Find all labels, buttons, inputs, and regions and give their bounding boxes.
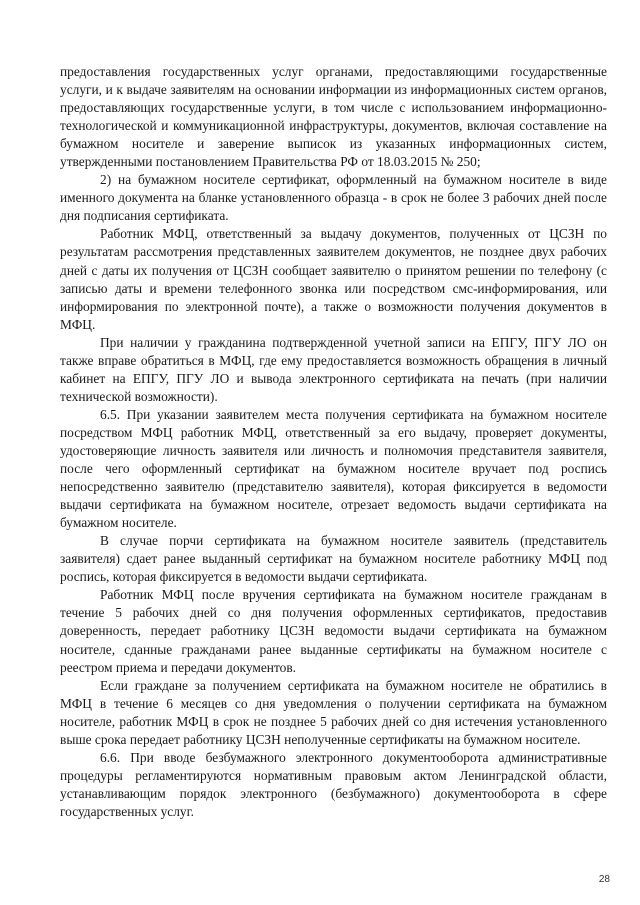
paragraph-mfc-notification: Работник МФЦ, ответственный за выдачу документов, полученных от ЦСЗН по результатам рассмотрения представленных заявителем документов, не позднее двух рабочих дней с даты их получения от ЦСЗН сообщает заявителю о принятом решении по телефону (с записью даты и времени телефонного звонка или посредством смс-информирования, или информирования по электронной почте), а также о возможности получения документов в МФЦ. <box>60 226 607 332</box>
paragraph-section-6-5: 6.5. При указании заявителем места получения сертификата на бумажном носителе посредством МФЦ работник МФЦ, ответственный за его выдачу, проверяет документы, удостоверяющие личность заявителя или личность и полномочия представителя заявителя, после чего оформленный сертификат на бумажном носителе вручает под роспись непосредственно заявителю (представителю заявителя), которая фиксируется в ведомости выдачи сертификата на бумажном носителе, отрезает ведомость выдачи сертификата на бумажном носителе. <box>60 406 607 531</box>
paragraph-section-6-6: 6.6. При вводе безбумажного электронного документооборота административные процедуры регламентируются нормативным правовым актом Ленинградской области, устанавливающим порядок электронного (безбумажного) документооборота в сфере государственных услуг. <box>60 749 607 819</box>
paragraph-paper-certificate: 2) на бумажном носителе сертификат, оформленный на бумажном носителе в виде именного документа на бланке установленного образца - в срок не более 3 рабочих дней после дня подписания сертификата. <box>60 172 607 224</box>
paragraph-epgu-account: При наличии у гражданина подтвержденной учетной записи на ЕПГУ, ПГУ ЛО он также вправе обратиться в МФЦ, где ему предоставляется возможность обращения в личный кабинет на ЕПГУ, ПГУ ЛО и вывода электронного сертификата на печать (при наличии технической возможности). <box>60 334 607 404</box>
page-number: 28 <box>598 874 610 885</box>
paragraph-unclaimed-certificates: Если граждане за получением сертификата на бумажном носителе не обратились в МФЦ в течение 6 месяцев со дня уведомления о получении сертификата на бумажном носителе, работник МФЦ в срок не позднее 5 рабочих дней со дня истечения установленного выше срока передает работнику ЦСЗН неполученные сертификаты на бумажном носителе. <box>60 677 607 747</box>
paragraph-damaged-certificate: В случае порчи сертификата на бумажном носителе заявитель (представитель заявителя) сдает ранее выданный сертификат на бумажном носителе работнику МФЦ под роспись, которая фиксируется в ведомости выдачи сертификата. <box>60 533 607 585</box>
paragraph-transfer-to-cszn: Работник МФЦ после вручения сертификата на бумажном носителе гражданам в течение 5 рабочих дней со дня получения оформленных сертификатов, предоставив доверенность, передает работнику ЦСЗН ведомости выдачи сертификата на бумажном носителе, сданные гражданами ранее выданные сертификаты на бумажном носителе с реестром приема и передачи документов. <box>60 587 607 675</box>
document-body <box>60 63 607 821</box>
paragraph-continuation: предоставления государственных услуг органами, предоставляющими государственные услуги, и к выдаче заявителям на основании информации из информационных систем органов, предоставляющих государственные услуги, в том числе с использованием информационно-технологической и коммуникационной инфраструктуры, документов, включая составление на бумажном носителе и заверение выписок из указанных информационных систем, утвержденными постановлением Правительства РФ от 18.03.2015 № 250; <box>60 64 607 170</box>
